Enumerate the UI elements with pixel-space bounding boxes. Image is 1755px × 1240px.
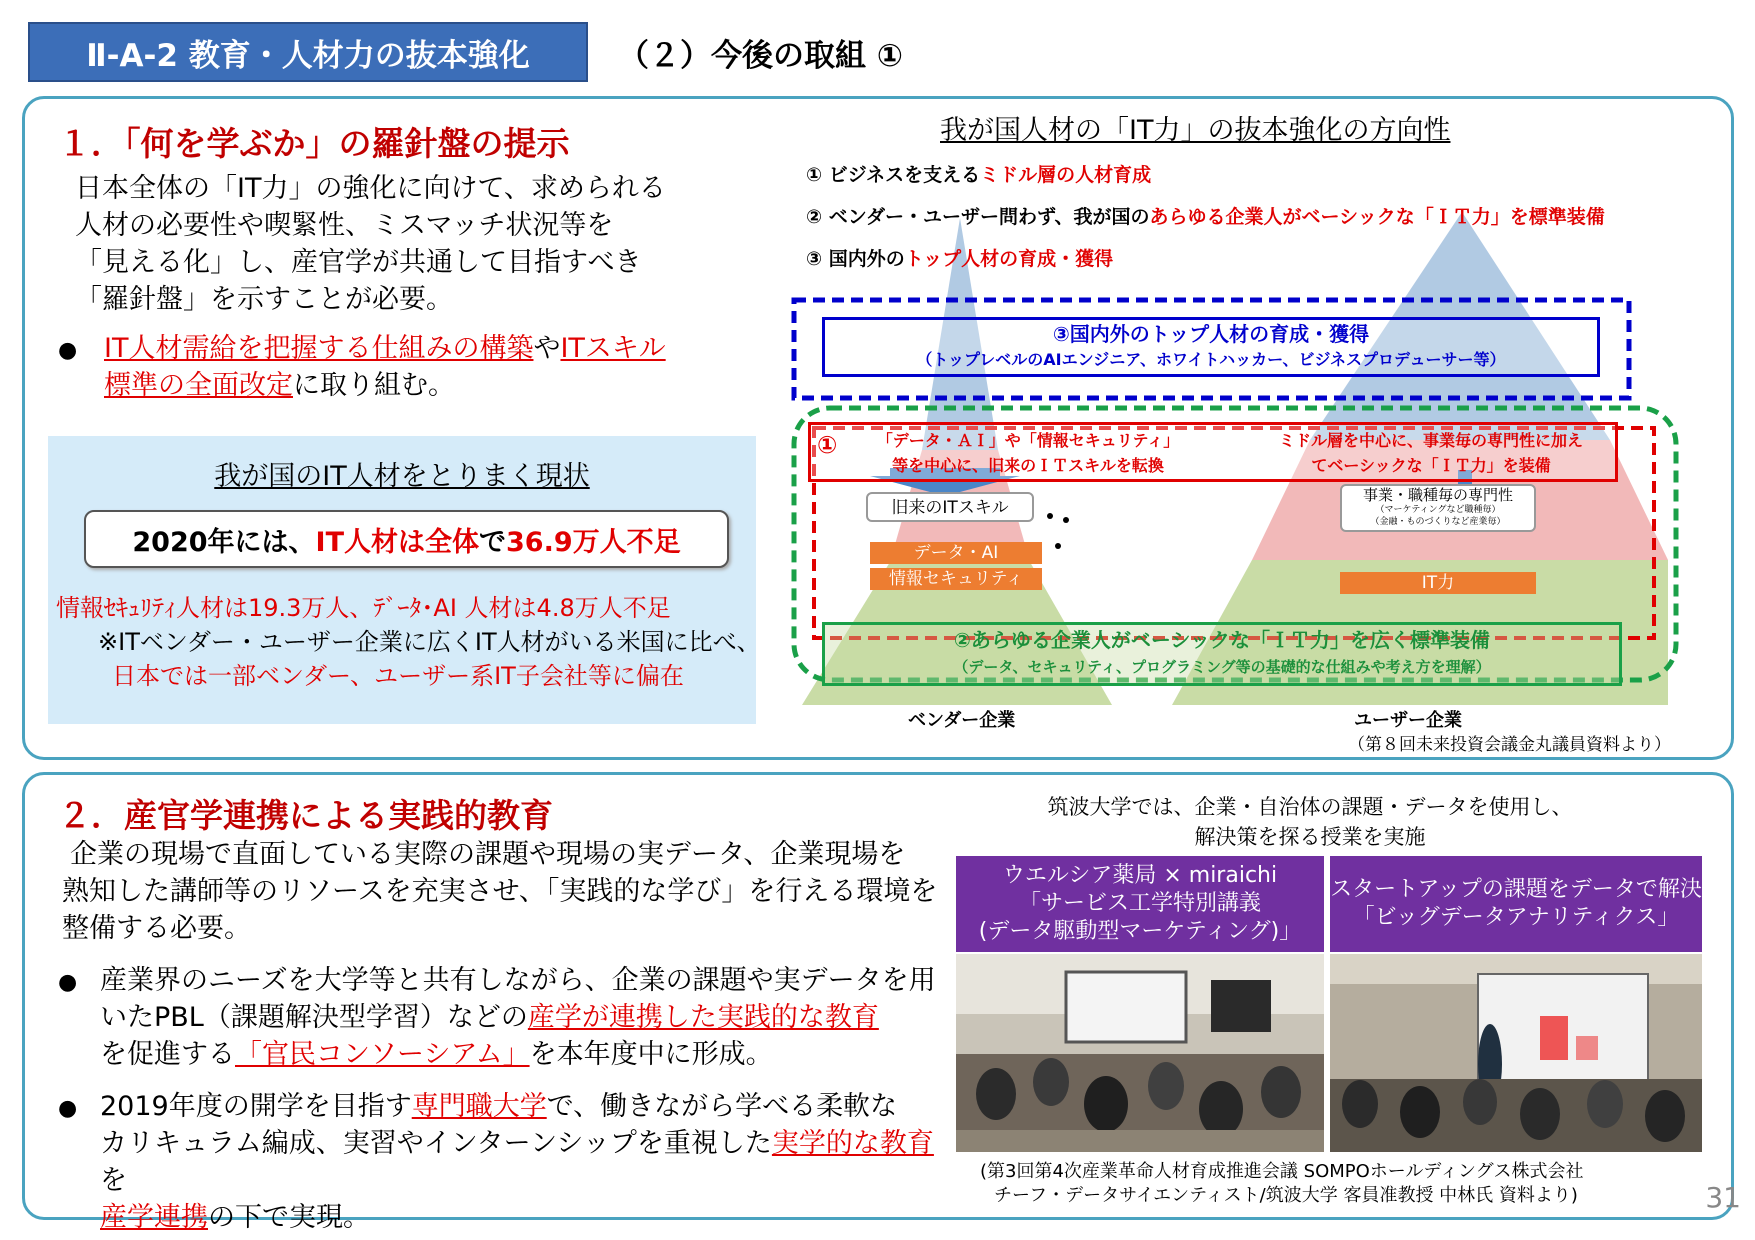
photo2-line1: スタートアップの課題をデータで解決 [1330,877,1702,902]
diagram-source: （第８回未来投資会議金丸議員資料より） [1348,735,1671,755]
bullet-mid: や [533,333,561,364]
page-number: 31 [1705,1181,1741,1214]
photo-source-2: チーフ・データサイエンティスト/筑波大学 客員准教授 中林氏 資料より) [994,1185,1578,1206]
middle-left-2: 等を中心に、旧来のＩＴスキルを転換 [892,456,1164,475]
section1-paragraph [75,170,795,318]
direction-num: ① [806,164,823,186]
bullet-dot: ● [58,1096,78,1121]
shortage-mid: で [479,526,506,558]
direction-item-2 [806,202,1605,229]
middle-num: ① [817,431,838,459]
section-title: Ⅱ-A-2 教育・人材力の抜本強化 [86,37,530,74]
business-line1: 事業・職種毎の専門性 [1362,486,1513,504]
para-line: 「見える化」し、産官学が共通して目指すべき [75,247,642,278]
middle-left-1: 「データ・ＡＩ」や「情報セキュリティ」 [876,431,1180,450]
para-line: 企業の現場で直面している実際の課題や現場の実データ、企業現場を [70,839,906,870]
direction-red: ミドル層の人材育成 [980,164,1152,186]
bullet-dot: ● [58,338,78,363]
bullet2-l2-underline: 実学的な教育 [771,1128,934,1159]
connector-dot [1047,513,1053,519]
bullet1-line3 [100,1036,960,1073]
section1-heading: １．「何を学ぶか」の羅針盤の提示 [58,124,570,163]
bullet2-l1-underline: 専門職大学 [411,1091,547,1122]
bullet1-l3-underline: 「官民コンソーシアム」 [235,1039,530,1070]
user-label: ユーザー企業 [1354,710,1462,731]
status-detail: 情報ｾｷｭﾘﾃｨ人材は19.3万人、ﾃﾞｰﾀ･AI 人材は4.8万人不足 [56,594,671,622]
bullet-underline-2a: ITスキル [560,333,666,364]
section-title-box [28,22,588,82]
photo-intro-1: 筑波大学では、企業・自治体の課題・データを使用し、 [1047,795,1573,819]
diagram-title: 我が国人材の「IT力」の抜本強化の方向性 [940,115,1451,146]
bullet-underline-1: IT人材需給を把握する仕組みの構築 [104,333,534,364]
connector-dot [1063,517,1069,523]
old-skill-label: 旧来のITスキル [866,492,1034,522]
photo1-caption [956,856,1324,952]
direction-text: 国内外の [828,248,905,270]
bullet1-l3-pre: を促進する [100,1039,235,1070]
photo2-line2: 「ビッグデータアナリティクス」 [1352,905,1680,930]
bullet-end: に取り組む。 [293,370,455,401]
shortage-red-1: IT人材は全体 [315,526,479,558]
photo1-line1: ウエルシア薬局 × miraichi [1002,863,1278,888]
classroom-photo-2 [1330,954,1702,1152]
section2-heading: ２．産官学連携による実践的教育 [58,796,553,835]
photo-intro-2: 解決策を探る授業を実施 [1194,825,1426,849]
direction-red: あらゆる企業人がベーシックな「ＩＴ力」を標準装備 [1149,206,1605,228]
data-ai-label: データ・AI [870,542,1042,564]
shortage-red-2: 36.9万人不足 [506,526,681,558]
shortage-pre: 2020年には、 [132,526,316,558]
connector-dot [1055,543,1061,549]
para-line: 整備する必要。 [62,913,251,944]
bullet2-line3 [100,1199,960,1236]
status-title: 我が国のIT人材をとりまく現状 [214,461,590,492]
bullet2-line1 [100,1088,960,1125]
classroom-photo-1 [956,954,1324,1152]
photo2-caption [1330,856,1702,952]
para-line: 「羅針盤」を示すことが必要。 [75,284,453,315]
status-note-1: ※ITベンダー・ユーザー企業に広くIT人材がいる米国に比べ、 [98,628,761,656]
middle-skill-box [808,422,1618,482]
direction-text: ベンダー・ユーザー問わず、我が国の [828,206,1150,228]
direction-text: ビジネスを支える [828,164,981,186]
bullet2-l1-pre: 2019年度の開学を目指す [100,1091,412,1122]
para-line: 日本全体の「IT力」の強化に向けて、求められる [75,173,666,204]
photo-intro [960,792,1660,852]
top-talent-box [822,317,1600,377]
section2-paragraph [62,836,962,947]
direction-red: トップ人材の育成・獲得 [904,248,1114,270]
photo1-line2: 「サービス工学特別講義 [1018,891,1261,916]
section1-bullet [104,330,744,404]
direction-item-1 [806,160,1151,187]
bullet2-l1-post: で、働きながら学べる柔軟な [546,1091,898,1122]
section2-bullet-2 [100,1088,960,1236]
bullet1-l2-underline: 産学が連携した実践的な教育 [527,1002,879,1033]
bullet1-l2-pre: いたPBL（課題解決型学習）などの [100,1002,528,1033]
status-note-2: 日本では一部ベンダー、ユーザー系IT子会社等に偏在 [112,662,684,690]
bullet-underline-2b: 標準の全面改定 [104,370,293,401]
basic-it-line2: （データ、セキュリティ、プログラミング等の基礎的な仕組みや考え方を理解） [953,658,1491,676]
basic-it-line1: ②あらゆる企業人がベーシックな「ＩＴ力」を広く標準装備 [953,628,1491,652]
direction-item-3 [806,244,1113,271]
direction-num: ② [806,206,823,228]
bullet2-l3-underline: 産学連携 [100,1202,208,1233]
bullet2-l3-post: の下で実現。 [208,1202,370,1233]
business-expertise-box [1340,484,1536,532]
bullet2-l2-pre: カリキュラム編成、実習やインターンシップを重視した [100,1128,772,1159]
bullet1-line2 [100,999,960,1036]
bullet1-l3-post: を本年度中に形成。 [529,1039,773,1070]
business-line3: （金融・ものづくりなど産業毎） [1370,517,1506,527]
top-talent-line1: ③国内外のトップ人材の育成・獲得 [1052,322,1370,346]
basic-it-box [822,622,1622,686]
top-talent-line2: （トップレベルのAIエンジニア、ホワイトハッカー、ビジネスプロデューサー等） [916,350,1506,369]
middle-right-2: てベーシックな「ＩＴ力」を装備 [1311,456,1551,475]
photo-source [980,1160,1583,1208]
direction-num: ③ [806,248,823,270]
it-power-label: IT力 [1340,572,1536,594]
bullet2-line2 [100,1125,960,1199]
middle-right-1: ミドル層を中心に、事業毎の専門性に加え [1278,431,1583,450]
para-line: 人材の必要性や喫緊性、ミスマッチ状況等を [75,210,614,241]
bullet1-line1: 産業界のニーズを大学等と共有しながら、企業の課題や実データを用 [100,965,936,996]
photo1-line3: (データ駆動型マーケティング)」 [978,919,1302,944]
photo-source-1: (第3回第4次産業革命人材育成推進会議 SOMPOホールディングス株式会社 [980,1161,1584,1182]
bullet-dot: ● [58,970,78,995]
security-label: 情報セキュリティ [870,568,1042,590]
business-line2: （マーケティングなど職種毎） [1375,505,1501,515]
section2-bullet-1 [100,962,960,1073]
slide-subtitle: （２）今後の取組 ① [618,38,904,74]
bullet2-l2-post: を [100,1165,127,1196]
vendor-label: ベンダー企業 [908,710,1016,731]
para-line: 熟知した講師等のリソースを充実させ、「実践的な学び」を行える環境を [62,876,938,907]
shortage-callout [84,510,729,568]
middle-right-text [1251,428,1611,478]
middle-left-text [863,428,1193,478]
